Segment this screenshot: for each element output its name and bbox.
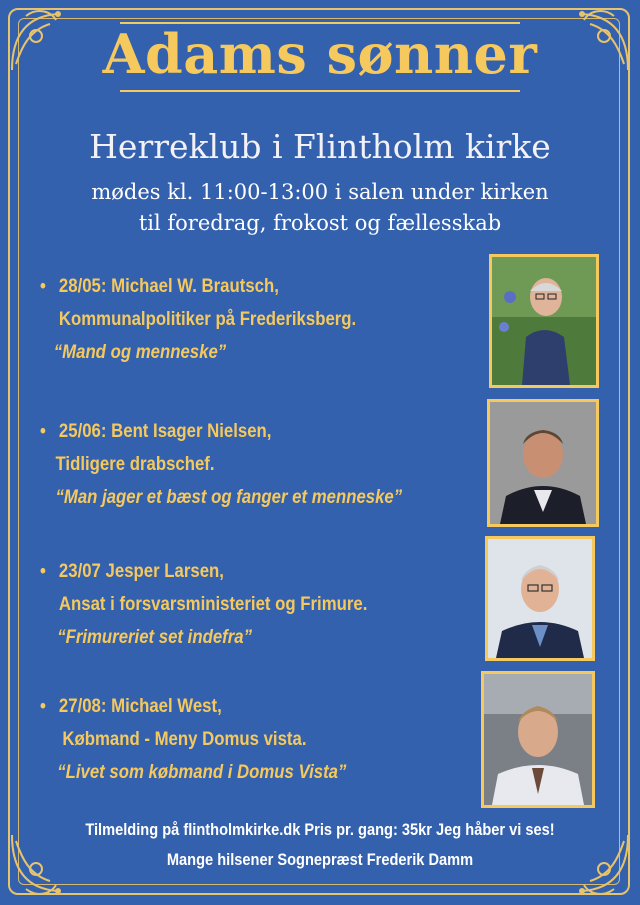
event-topic: “Frimureriet set indefra” xyxy=(57,626,252,648)
person-icon xyxy=(490,402,596,524)
event-date-speaker: 27/08: Michael West, xyxy=(58,695,222,717)
event-date-speaker: 25/06: Bent Isager Nielsen, xyxy=(58,420,272,442)
event-item xyxy=(40,270,480,369)
bullet-icon: • xyxy=(40,695,46,717)
event-title-line xyxy=(40,270,418,303)
person-icon xyxy=(484,674,592,805)
bullet-icon: • xyxy=(40,560,46,582)
event-role: Købmand - Meny Domus vista. xyxy=(62,728,307,750)
event-topic: “Man jager et bæst og fanger et menneske” xyxy=(55,486,403,508)
event-role: Kommunalpolitiker på Frederiksberg. xyxy=(58,308,357,330)
event-date-speaker: 23/07 Jesper Larsen, xyxy=(58,560,224,582)
bullet-icon: • xyxy=(40,420,46,442)
speaker-photo xyxy=(487,399,599,527)
person-icon xyxy=(488,539,592,658)
speaker-photo xyxy=(489,254,599,388)
speaker-photo xyxy=(485,536,595,661)
footer-signature: Mange hilsener Sognepræst Frederik Damm xyxy=(166,850,474,869)
event-title-line xyxy=(40,415,418,448)
speaker-photo xyxy=(481,671,595,808)
event-role: Tidligere drabschef. xyxy=(55,453,215,475)
event-item xyxy=(40,415,480,514)
event-title-line xyxy=(40,690,418,723)
event-title-line xyxy=(40,555,418,588)
meeting-line-2: til foredrag, frokost og fællesskab xyxy=(138,211,502,235)
event-topic: “Mand og menneske” xyxy=(53,341,227,363)
event-item xyxy=(40,555,480,654)
event-date-speaker: 28/05: Michael W. Brautsch, xyxy=(58,275,279,297)
poster-title: Adams sønner xyxy=(102,22,538,86)
event-role: Ansat i forsvarsministeriet og Frimure. xyxy=(58,593,368,615)
title-rule-bottom xyxy=(120,90,520,92)
meeting-line-1: mødes kl. 11:00-13:00 i salen under kirken xyxy=(91,180,549,204)
person-icon xyxy=(492,257,596,385)
bullet-icon: • xyxy=(40,275,46,297)
event-item xyxy=(40,690,480,789)
subtitle: Herreklub i Flintholm kirke xyxy=(89,127,551,166)
event-topic: “Livet som købmand i Domus Vista” xyxy=(57,761,347,783)
footer-registration: Tilmelding på flintholmkirke.dk Pris pr. gang: 35kr Jeg håber vi ses! xyxy=(85,820,555,839)
